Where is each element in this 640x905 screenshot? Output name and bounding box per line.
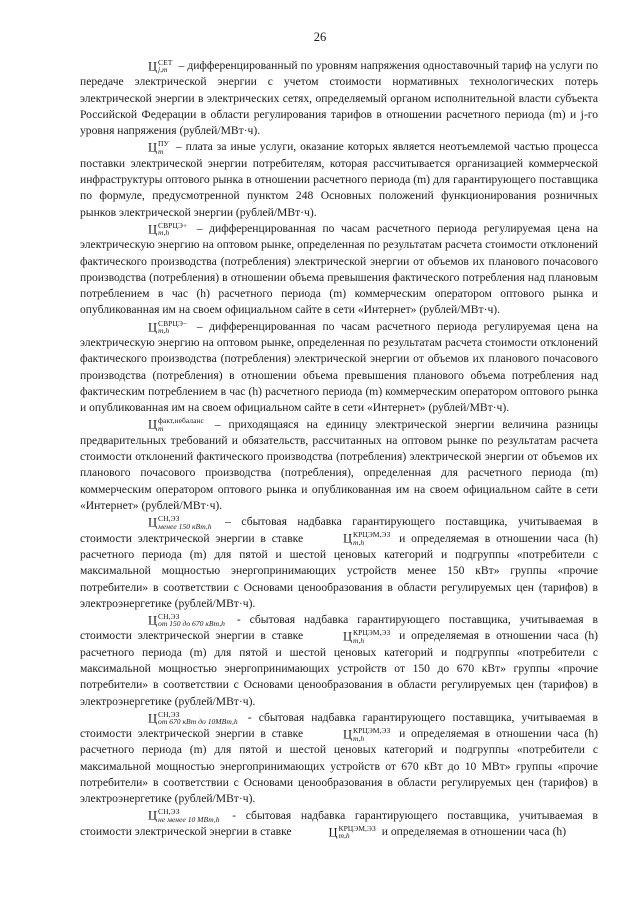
symbol-subscript: m,h (353, 733, 365, 743)
symbol-superscript: КРЦЭМ,ЭЗ (353, 530, 391, 540)
definition-paragraph (80, 221, 598, 319)
definition-paragraph (80, 319, 598, 417)
symbol-subscript: менее 150 кВт,h (158, 521, 212, 531)
symbol-base: Ц (342, 727, 352, 742)
symbol-subscript: m,h (338, 831, 350, 841)
formula-symbol (114, 808, 220, 823)
formula-symbol (114, 222, 187, 237)
page-number: 26 (313, 30, 327, 44)
symbol-superscript: СН,ЭЗ (158, 807, 180, 817)
definition-text: и определяемая в отношении часа (h) расчетного периода (m) для пятой и шестой ценовых категорий и подгруппы «потребители с максимальной мощностью энергопринимающих устройств от 670 кВт до 10 МВт» группы «прочие потребители» в соответствии с Основами ценообразования в области регулируемых цен (тарифов) в электроэнергетике (рублей/МВт·ч). (80, 727, 598, 806)
symbol-superscript: СЕТ (158, 57, 173, 67)
symbol-superscript: СВРЦЭ+ (158, 220, 188, 230)
formula-symbol (114, 613, 225, 628)
definition-text: - сбытовая надбавка гарантирующего поставщика, учитываемая в стоимости электрической энергии в ставке (80, 808, 598, 838)
definition-paragraph (80, 139, 598, 220)
definition-paragraph (80, 58, 598, 139)
formula-symbol (114, 711, 238, 726)
symbol-base: Ц (148, 417, 158, 432)
symbol-superscript: КРЦЭМ,ЭЗ (353, 725, 391, 735)
symbol-subscript: m,h (353, 537, 365, 547)
definition-text: – плата за иные услуги, оказание которых является неотъемлемой частью процесса поставки электрической энергии потребителям, которая рассчитывается организацией коммерческой инфраструктуры оптового рынка в отношении расчетного периода (m) для гарантирующего поставщика по формуле, предусмотренной пунктом 248 Основных положений функционирования розничных рынков электрической энергии (рублей/МВт·ч). (80, 140, 598, 219)
definition-paragraph (80, 417, 598, 515)
symbol-base: Ц (148, 515, 158, 530)
symbol-subscript: m,h (353, 635, 365, 645)
formula-symbol (114, 59, 172, 74)
symbol-base: Ц (148, 613, 158, 628)
definition-text: и определяемая в отношении часа (h) расчетного периода (m) для пятой и шестой ценовых категорий и подгруппы «потребители с максимальной мощностью энергопринимающих устройств менее 150 кВт» группы «прочие потребители» в соответствии с Основами ценообразования в области регулируемых цен (тарифов) в электроэнергетике (рублей/МВт·ч). (80, 531, 598, 610)
definition-paragraph (80, 514, 598, 612)
symbol-base: Ц (148, 710, 158, 725)
symbol-subscript: от 150 до 670 кВт,h (158, 619, 225, 629)
symbol-superscript: КРЦЭМ,ЭЗ (338, 823, 376, 833)
formula-symbol (114, 515, 212, 530)
symbol-base: Ц (148, 222, 158, 237)
symbol-superscript: СН,ЭЗ (158, 611, 180, 621)
formula-symbol (114, 320, 187, 335)
definition-text: – приходящаяся на единицу электрической энергии величина разницы предварительных требований и обязательств, рассчитанных на оптовом рынке по результатам расчета стоимости отклонений фактического производства (потребления) электрической энергии от объемов их планового почасового производства (потребления), определенная для расчетного периода (m) коммерческим оператором оптового рынка и опубликованная им на своем официальном сайте в сети «Интернет» (рублей/МВт·ч). (80, 417, 598, 513)
definition-text: - сбытовая надбавка гарантирующего поставщика, учитываемая в стоимости электрической энергии в ставке (80, 613, 598, 643)
formula-symbol (114, 140, 169, 155)
definition-text: - сбытовая надбавка гарантирующего поставщика, учитываемая в стоимости электрической энергии в ставке (80, 710, 598, 741)
definition-text: и определяемая в отношении часа (h) расчетного периода (m) для пятой и шестой ценовых категорий и подгруппы «потребители с максимальной мощностью энергопринимающих устройств от 150 до 670 кВт» группы «прочие потребители» в соответствии с Основами ценообразования в области регулируемых цен (тарифов) в электроэнергетике (рублей/МВт·ч). (80, 629, 598, 708)
inline-formula-symbol (294, 825, 375, 840)
body-text (80, 58, 598, 840)
symbol-subscript: m (158, 146, 164, 156)
symbol-base: Ц (328, 825, 338, 840)
symbol-subscript: m,h (158, 326, 170, 336)
definition-text: – дифференцированная по часам расчетного периода регулируемая цена на электрическую энергию на оптовом рынке, определенная по результатам расчета стоимости отклонений фактического производства (потребления) электрической энергии от объемов их планового почасового производства (потребления) в отношении объема превышения фактического потребления над плановым потреблением в час (h) расчетного периода (m) коммерческим оператором оптового рынка и опубликованная им на своем официальном сайте в сети «Интернет» (рублей/МВт·ч). (80, 221, 598, 317)
symbol-subscript: j,m (158, 65, 168, 75)
symbol-subscript: m (158, 423, 164, 433)
symbol-superscript: СН,ЭЗ (158, 514, 180, 524)
symbol-superscript: СН,ЭЗ (158, 709, 180, 719)
definition-text: – дифференцированная по часам расчетного периода регулируемая цена на электрическую энергию на оптовом рынке, определенная по результатам расчета стоимости отклонений фактического производства (потребления) электрической энергии от объемов их планового почасового производства (потребления) в отношении объема превышения планового объема потребления над фактическим потреблением в час (h) расчетного периода (m) коммерческим оператором оптового рынка и опубликованная им на своем официальном сайте в сети «Интернет» (рублей/МВт·ч). (80, 319, 598, 415)
symbol-base: Ц (148, 59, 158, 74)
symbol-base: Ц (148, 140, 158, 155)
symbol-base: Ц (148, 808, 158, 823)
inline-formula-symbol (309, 727, 390, 742)
inline-formula-symbol (309, 629, 390, 644)
symbol-base: Ц (148, 319, 158, 334)
symbol-superscript: факт,небаланс (158, 416, 204, 426)
definition-text: и определяемая в отношении часа (h) (378, 824, 567, 838)
formula-symbol (114, 417, 204, 432)
inline-formula-symbol (309, 531, 390, 546)
symbol-superscript: ПУ (158, 139, 169, 149)
symbol-superscript: КРЦЭМ,ЭЗ (353, 628, 391, 638)
symbol-subscript: от 670 кВт до 10МВт,h (158, 717, 238, 727)
symbol-superscript: СВРЦЭ− (158, 318, 188, 328)
symbol-subscript: m,h (158, 228, 170, 238)
symbol-base: Ц (342, 629, 352, 644)
definition-text: – сбытовая надбавка гарантирующего поставщика, учитываемая в стоимости электрической энергии в ставке (80, 515, 598, 545)
definition-paragraph (80, 808, 598, 841)
definition-paragraph (80, 710, 598, 808)
symbol-base: Ц (342, 531, 352, 546)
definition-paragraph (80, 612, 598, 710)
definition-text: – дифференцированный по уровням напряжения одноставочный тариф на услуги по передаче электрической энергии с учетом стоимости нормативных технологических потерь электрической энергии в электрических сетях, определяемый органом исполнительной власти субъекта Российской Федерации в области регулирования тарифов в отношении расчетного периода (m) и j-го уровня напряжения (рублей/МВт·ч). (80, 59, 598, 138)
symbol-subscript: не менее 10 МВт,h (158, 815, 220, 824)
